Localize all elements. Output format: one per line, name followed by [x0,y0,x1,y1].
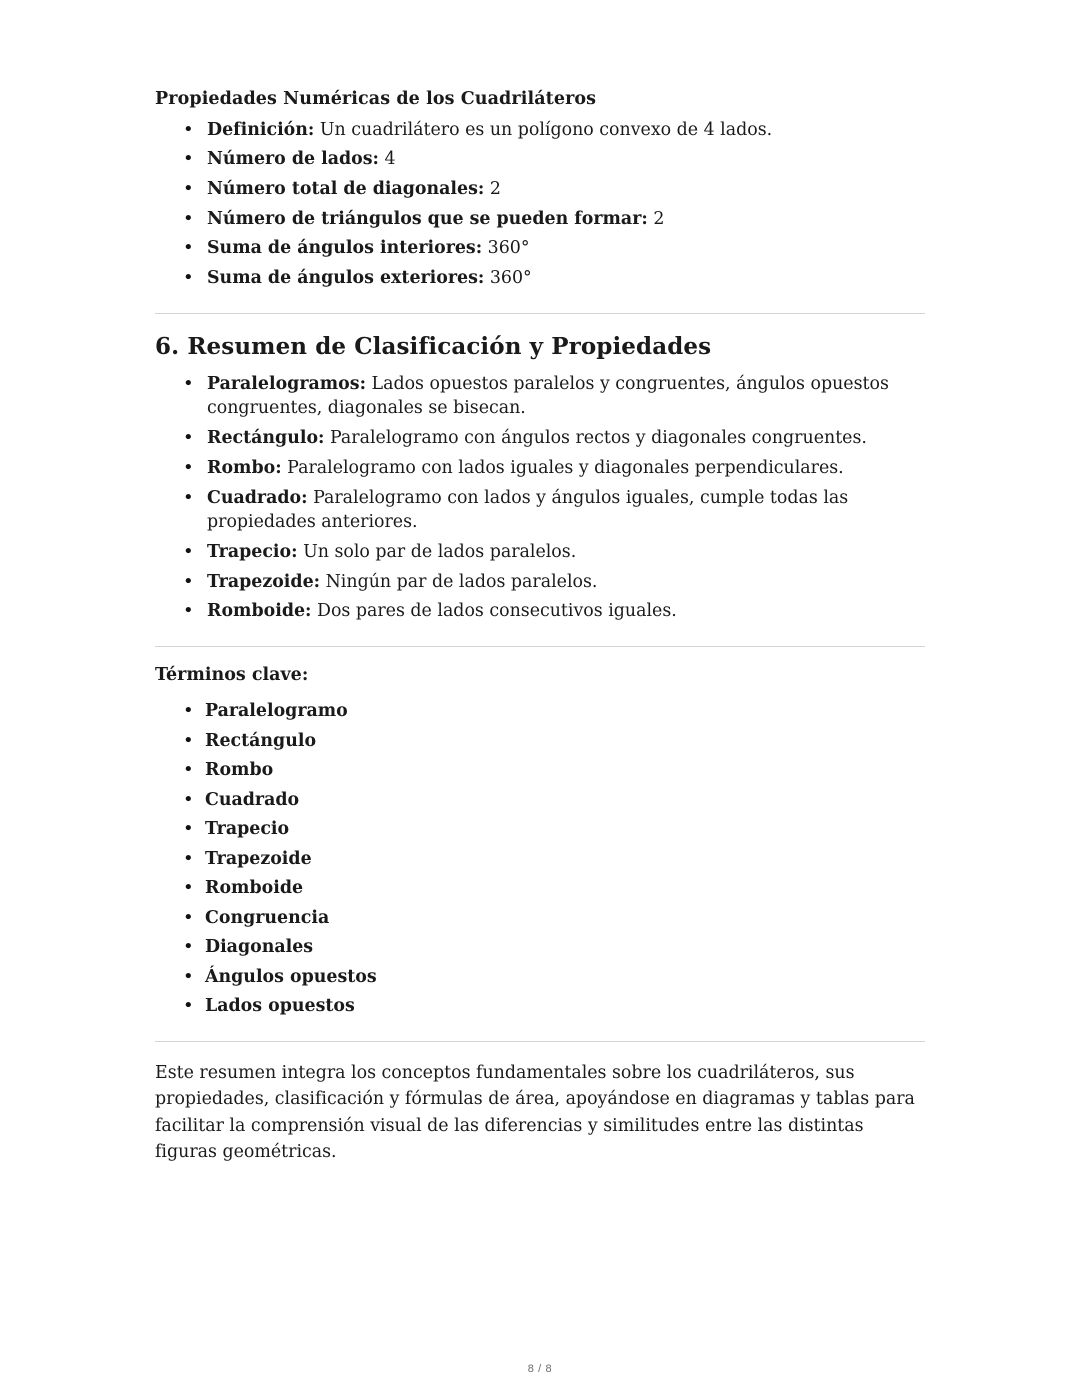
divider [155,1041,925,1042]
item-label: Definición: [207,119,315,140]
item-label: Rectángulo: [207,428,325,449]
key-terms-list [155,699,925,1019]
list-item: • Diagonales [205,935,925,960]
key-terms-heading: Términos clave: [155,665,309,686]
list-item: • Paralelogramo [205,699,925,724]
summary-section-list [155,372,925,624]
item-label: Rombo: [207,457,282,478]
item-value: 2 [489,179,501,200]
list-item [205,599,925,624]
list-item [205,456,925,481]
list-item [205,236,925,261]
list-item: • Cuadrado [205,788,925,813]
list-item [205,540,925,565]
page-footer [0,1363,1080,1375]
divider [155,646,925,647]
list-item: • Lados opuestos [205,994,925,1019]
item-value: Paralelogramo con lados y ángulos iguales, cumple todas las propiedades anteriores. [207,487,849,533]
item-label: Número de lados: [207,149,379,170]
list-item [205,426,925,451]
list-item: • Rectángulo [205,729,925,754]
numeric-properties-list [155,118,925,291]
item-label: Número de triángulos que se pueden formar: [207,208,648,229]
item-value: Ningún par de lados paralelos. [325,571,598,592]
list-item: • Romboide [205,876,925,901]
item-value: Lados opuestos paralelos y congruentes, ángulos opuestos congruentes, diagonales se bisecan. [207,373,889,419]
item-value: Un solo par de lados paralelos. [303,541,577,562]
item-label: Trapezoide: [207,571,321,592]
page-number: 8 / 8 [527,1363,553,1375]
summary-section-title: 6. Resumen de Clasificación y Propiedades [155,332,712,360]
list-item [205,266,925,291]
list-item: • Congruencia [205,906,925,931]
list-item [205,147,925,172]
item-label: Trapecio: [207,541,298,562]
item-label: Suma de ángulos interiores: [207,238,483,259]
item-label: Suma de ángulos exteriores: [207,268,485,289]
item-label: Romboide: [207,601,312,622]
list-item [205,372,925,421]
list-item [205,177,925,202]
item-value: Paralelogramo con lados iguales y diagonales perpendiculares. [287,457,844,478]
item-value: 2 [653,208,665,229]
item-value: 360° [487,238,530,259]
list-item [205,118,925,143]
list-item: • Trapecio [205,817,925,842]
list-item: • Rombo [205,758,925,783]
list-item [205,486,925,535]
list-item: • Trapezoide [205,847,925,872]
item-value: Dos pares de lados consecutivos iguales. [317,601,677,622]
item-label: Paralelogramos: [207,373,366,394]
item-label: Cuadrado: [207,487,308,508]
item-value: 4 [384,149,396,170]
item-label: Número total de diagonales: [207,179,485,200]
item-value: Paralelogramo con ángulos rectos y diagonales congruentes. [330,428,867,449]
item-value: 360° [489,268,532,289]
divider [155,313,925,314]
numeric-properties-heading: Propiedades Numéricas de los Cuadriláteros [155,89,597,109]
list-item [205,570,925,595]
list-item: • Ángulos opuestos [205,965,925,990]
item-value: Un cuadrilátero es un polígono convexo de 4 lados. [319,119,773,140]
list-item [205,207,925,232]
closing-paragraph: Este resumen integra los conceptos fundamentales sobre los cuadriláteros, sus propiedades, clasificación y fórmulas de área, apoyándose en diagramas y tablas para facilitar la comprensión visual de las diferencias y similitudes entre las distintas figuras geométricas. [155,1062,915,1163]
